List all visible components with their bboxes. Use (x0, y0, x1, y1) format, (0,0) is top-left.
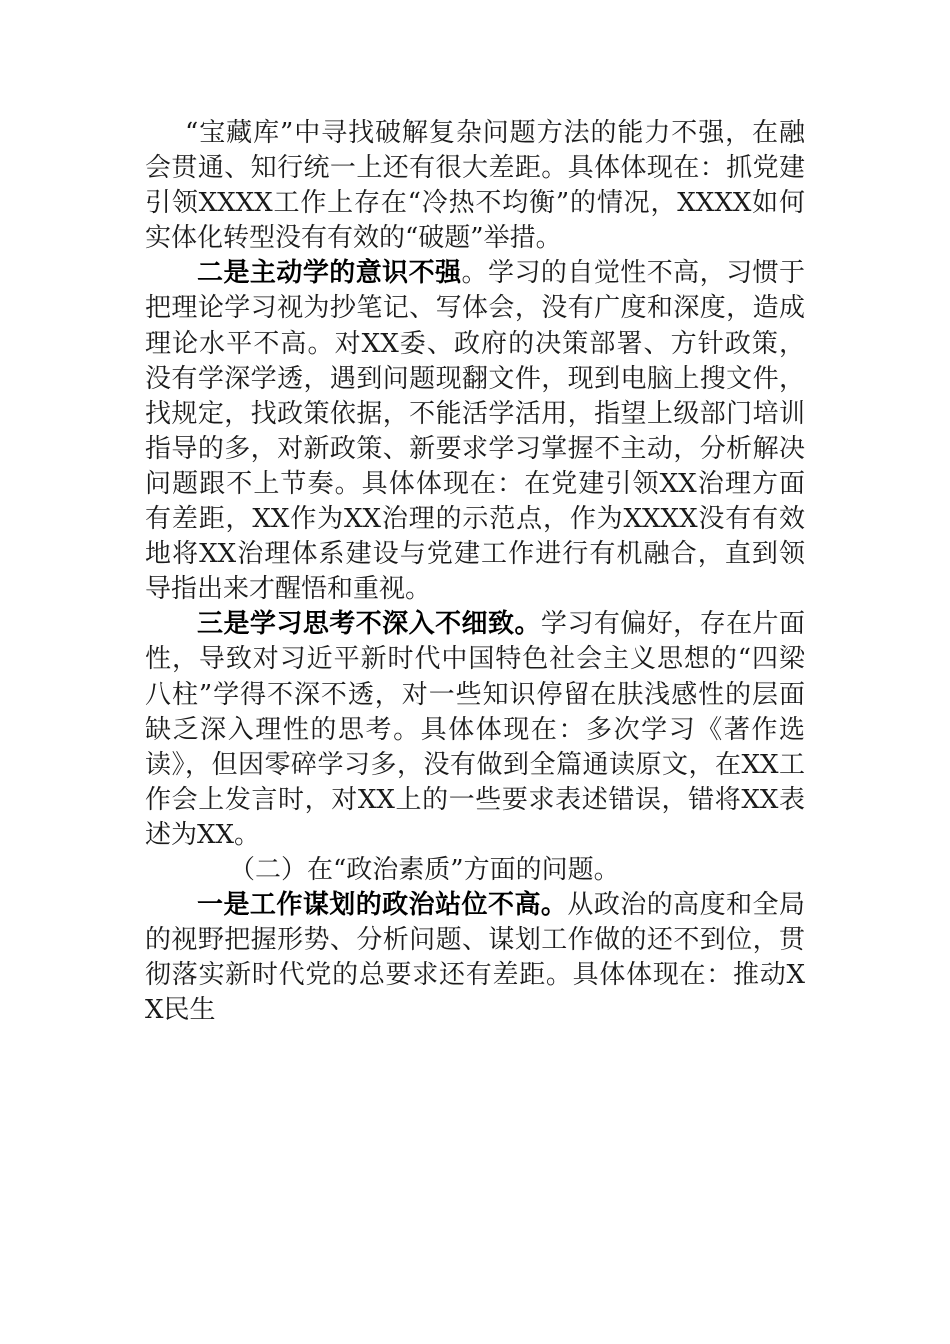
paragraph-text: 学习有偏好，存在片面性，导致对习近平新时代中国特色社会主义思想的“四梁八柱”学得不深不透，对一些知识停留在肤浅感性的层面缺乏深入理性的思考。具体体现在：多次学习《著作选读》，但因零碎学习多，没有做到全篇通读原文，在XX工作会上发言时，对XX上的一些要求表述错误，错将XX表述为XX。 (145, 609, 805, 850)
section-heading-text: （二）在“政治素质”方面的问题。 (229, 854, 620, 885)
paragraph-point-three (145, 607, 805, 853)
section-heading (145, 853, 805, 888)
document-body (145, 116, 805, 1028)
paragraph-text: 从政治的高度和全局的视野把握形势、分析问题、谋划工作做的还不到位，贯彻落实新时代党的总要求还有差距。具体体现在：推动XX民生 (145, 890, 805, 1026)
paragraph-point-one (145, 888, 805, 1028)
paragraph-lead: 一是工作谋划的政治站位不高。 (197, 890, 568, 921)
paragraph-lead: 二是主动学的意识不强 (197, 258, 462, 289)
paragraph-text: 。学习的自觉性不高，习惯于把理论学习视为抄笔记、写体会，没有广度和深度，造成理论水平不高。对XX委、政府的决策部署、方针政策，没有学深学透，遇到问题现翻文件，现到电脑上搜文件，找规定，找政策依据，不能活学活用，指望上级部门培训指导的多，对新政策、新要求学习掌握不主动，分析解决问题跟不上节奏。具体体现在：在党建引领XX治理方面有差距，XX作为XX治理的示范点，作为XXXX没有有效地将XX治理体系建设与党建工作进行有机融合，直到领导指出来才醒悟和重视。 (145, 258, 805, 605)
paragraph-continuation (145, 116, 805, 256)
paragraph-point-two (145, 256, 805, 607)
paragraph-text: “宝藏库”中寻找破解复杂问题方法的能力不强，在融会贯通、知行统一上还有很大差距。具体体现在：抓党建引领XXXX工作上存在“冷热不均衡”的情况，XXXX如何实体化转型没有有效的“破题”举措。 (145, 118, 805, 254)
paragraph-lead: 三是学习思考不深入不细致。 (197, 609, 541, 640)
